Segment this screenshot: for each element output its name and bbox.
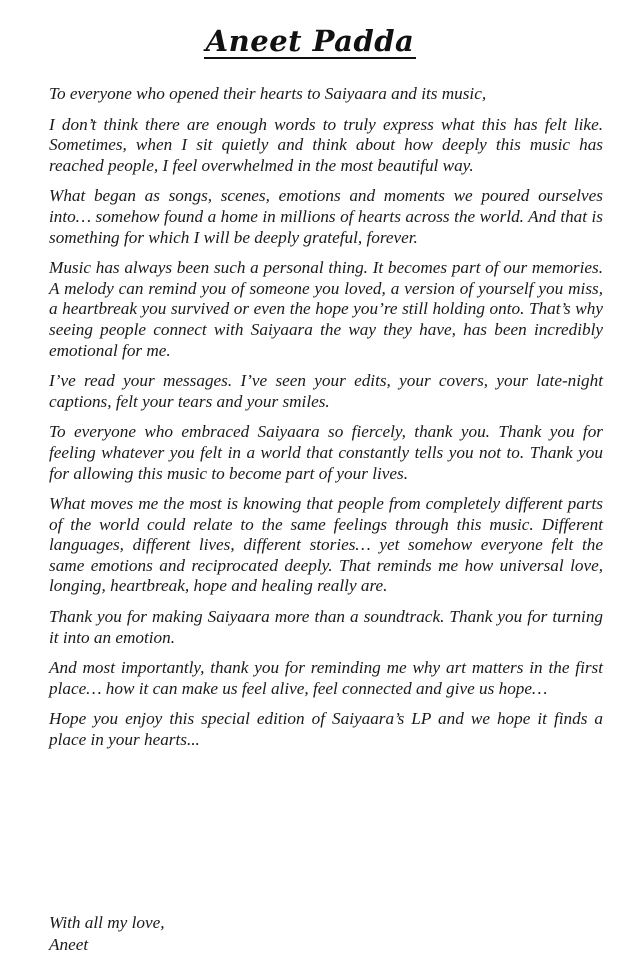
letter-paragraph: What began as songs, scenes, emotions and moments we poured ourselves into… somehow found a home in millions of hearts across the world. And that is something for which I will be deeply grateful, forever. bbox=[49, 186, 603, 247]
letter-paragraph: Hope you enjoy this special edition of Saiyaara’s LP and we hope it finds a place in your hearts... bbox=[49, 709, 603, 750]
letter-paragraph: I’ve read your messages. I’ve seen your edits, your covers, your late-night captions, felt your tears and your smiles. bbox=[49, 371, 603, 411]
letter-paragraph: I don’t think there are enough words to truly express what this has felt like. Sometimes, when I sit quietly and think about how deeply this music has reached people, I feel overwhelmed in the most beautiful way. bbox=[49, 114, 603, 175]
letter-paragraph: What moves me the most is knowing that people from completely different parts of the world could relate to the same feelings through this music. Different languages, different lives, different stories… yet somehow everyone felt the same emotions and reciprocated deeply. That reminds me how universal love, longing, heartbreak, hope and healing really are. bbox=[49, 494, 603, 596]
letter-paragraph: Thank you for making Saiyaara more than a soundtrack. Thank you for turning it into an emotion. bbox=[49, 607, 603, 647]
letter-paragraph: To everyone who embraced Saiyaara so fiercely, thank you. Thank you for feeling whatever you felt in a world that constantly tells you not to. Thank you for allowing this music to become part of your lives. bbox=[49, 422, 603, 483]
letter-paragraph: And most importantly, thank you for reminding me why art matters in the first place… how it can make us feel alive, feel connected and give us hope… bbox=[49, 658, 603, 698]
closing-line: With all my love, bbox=[49, 913, 165, 932]
letter-body bbox=[49, 84, 603, 751]
signature-name: Aneet bbox=[49, 935, 89, 954]
letter-salutation: To everyone who opened their hearts to Saiyaara and its music, bbox=[49, 84, 487, 103]
letter-title-text: Aneet Padda bbox=[205, 24, 415, 58]
letter-signoff bbox=[49, 912, 603, 956]
letter-paragraph: Music has always been such a personal thing. It becomes part of our memories. A melody can remind you of someone you loved, a version of yourself you miss, a heartbreak you survived or even the hope you’re still holding onto. That’s why seeing people connect with Saiyaara the way they have, has been incredibly emotional for me. bbox=[49, 258, 603, 360]
letter-title bbox=[0, 24, 620, 59]
